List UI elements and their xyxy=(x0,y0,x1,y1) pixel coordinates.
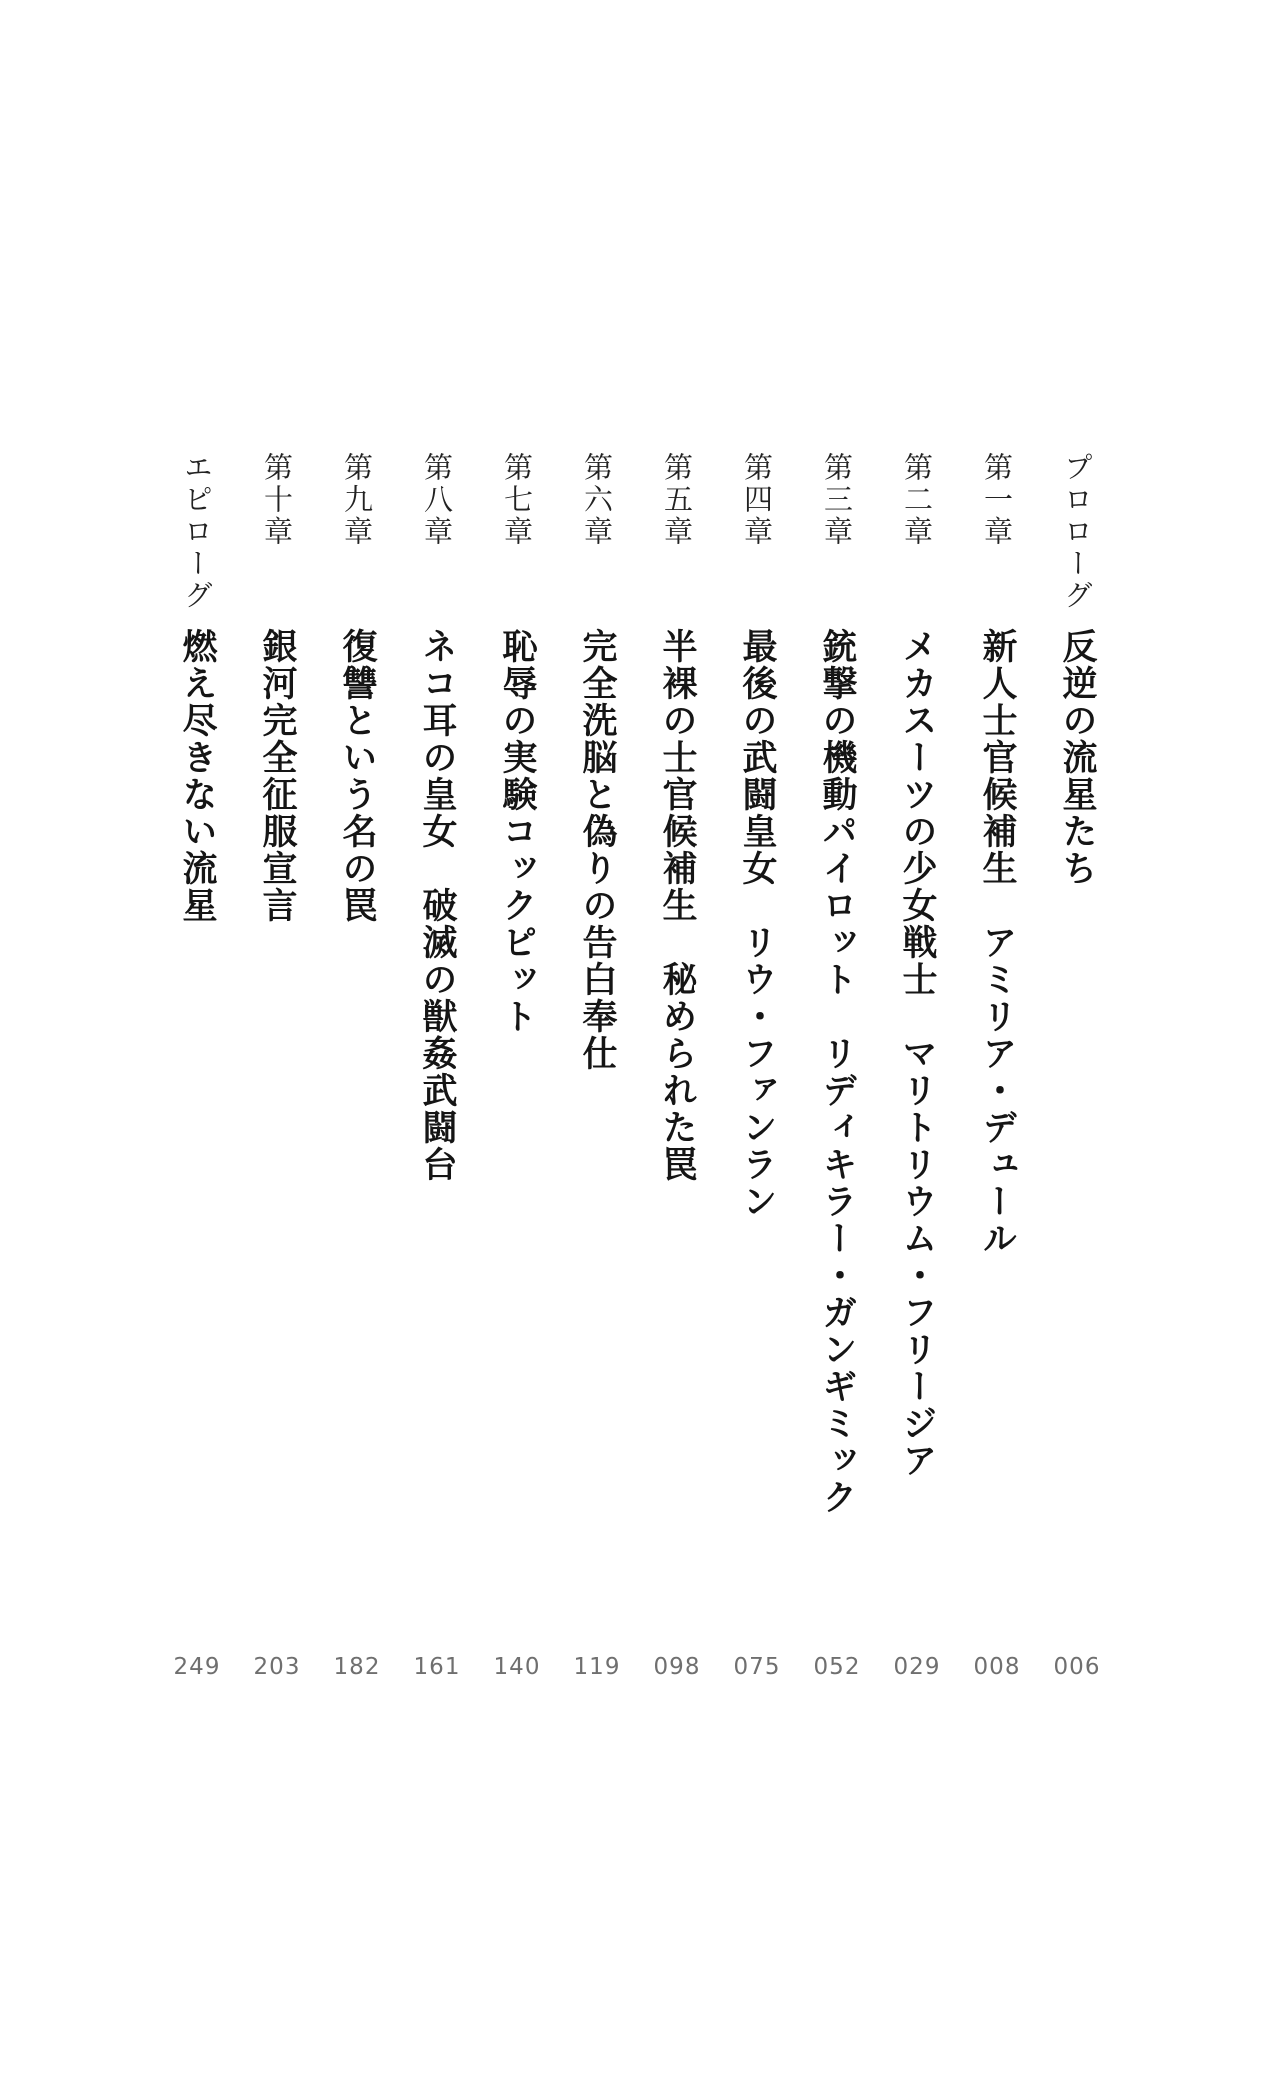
toc-entry-chapter-8[interactable] xyxy=(407,0,467,2095)
chapter-label: 第二章 xyxy=(900,452,934,548)
chapter-title: 銀河完全征服宣言 xyxy=(257,628,298,924)
toc-entry-chapter-1[interactable] xyxy=(967,0,1027,2095)
chapter-label: 第八章 xyxy=(420,452,454,548)
page-number: 182 xyxy=(333,1654,381,1680)
page-number: 098 xyxy=(653,1654,701,1680)
chapter-title: ネコ耳の皇女 破滅の獣姦武闘台 xyxy=(417,628,458,1183)
chapter-title: 最後の武闘皇女 リウ・ファンラン xyxy=(737,628,778,1220)
toc-entry-epilogue[interactable] xyxy=(167,0,227,2095)
toc-entry-prologue[interactable] xyxy=(1047,0,1107,2095)
chapter-title: 反逆の流星たち xyxy=(1057,628,1098,887)
page-number: 006 xyxy=(1053,1654,1101,1680)
page-number: 249 xyxy=(173,1654,221,1680)
chapter-title: 燃え尽きない流星 xyxy=(177,628,218,924)
page-number: 075 xyxy=(733,1654,781,1680)
page-number: 203 xyxy=(253,1654,301,1680)
chapter-label: 第九章 xyxy=(340,452,374,548)
chapter-label: 第十章 xyxy=(260,452,294,548)
chapter-title: 新人士官候補生 アミリア・デュール xyxy=(977,628,1018,1257)
toc-entry-chapter-2[interactable] xyxy=(887,0,947,2095)
page-number: 008 xyxy=(973,1654,1021,1680)
chapter-label: 第四章 xyxy=(740,452,774,548)
page-number: 161 xyxy=(413,1654,461,1680)
chapter-label: 第五章 xyxy=(660,452,694,548)
toc-entry-chapter-9[interactable] xyxy=(327,0,387,2095)
chapter-label: 第三章 xyxy=(820,452,854,548)
chapter-title: 恥辱の実験コックピット xyxy=(497,628,538,1035)
toc-entry-chapter-6[interactable] xyxy=(567,0,627,2095)
chapter-label: 第七章 xyxy=(500,452,534,548)
page-number: 029 xyxy=(893,1654,941,1680)
chapter-title: 半裸の士官候補生 秘められた罠 xyxy=(657,628,698,1183)
chapter-label: 第六章 xyxy=(580,452,614,548)
chapter-title: 完全洗脳と偽りの告白奉仕 xyxy=(577,628,618,1072)
chapter-label: 第一章 xyxy=(980,452,1014,548)
toc-entry-chapter-5[interactable] xyxy=(647,0,707,2095)
page-number: 140 xyxy=(493,1654,541,1680)
page-number: 052 xyxy=(813,1654,861,1680)
toc-entry-chapter-3[interactable] xyxy=(807,0,867,2095)
chapter-title: 銃撃の機動パイロット リディキラー・ガンギミック xyxy=(817,628,858,1516)
chapter-label: プロローグ xyxy=(1060,452,1094,612)
chapter-label: エピローグ xyxy=(180,452,214,612)
chapter-title: メカスーツの少女戦士 マリトリウム・フリージア xyxy=(897,628,938,1479)
toc-entry-chapter-10[interactable] xyxy=(247,0,307,2095)
toc-entry-chapter-7[interactable] xyxy=(487,0,547,2095)
toc-entry-chapter-4[interactable] xyxy=(727,0,787,2095)
page-number: 119 xyxy=(573,1654,621,1680)
chapter-title: 復讐という名の罠 xyxy=(337,628,378,924)
